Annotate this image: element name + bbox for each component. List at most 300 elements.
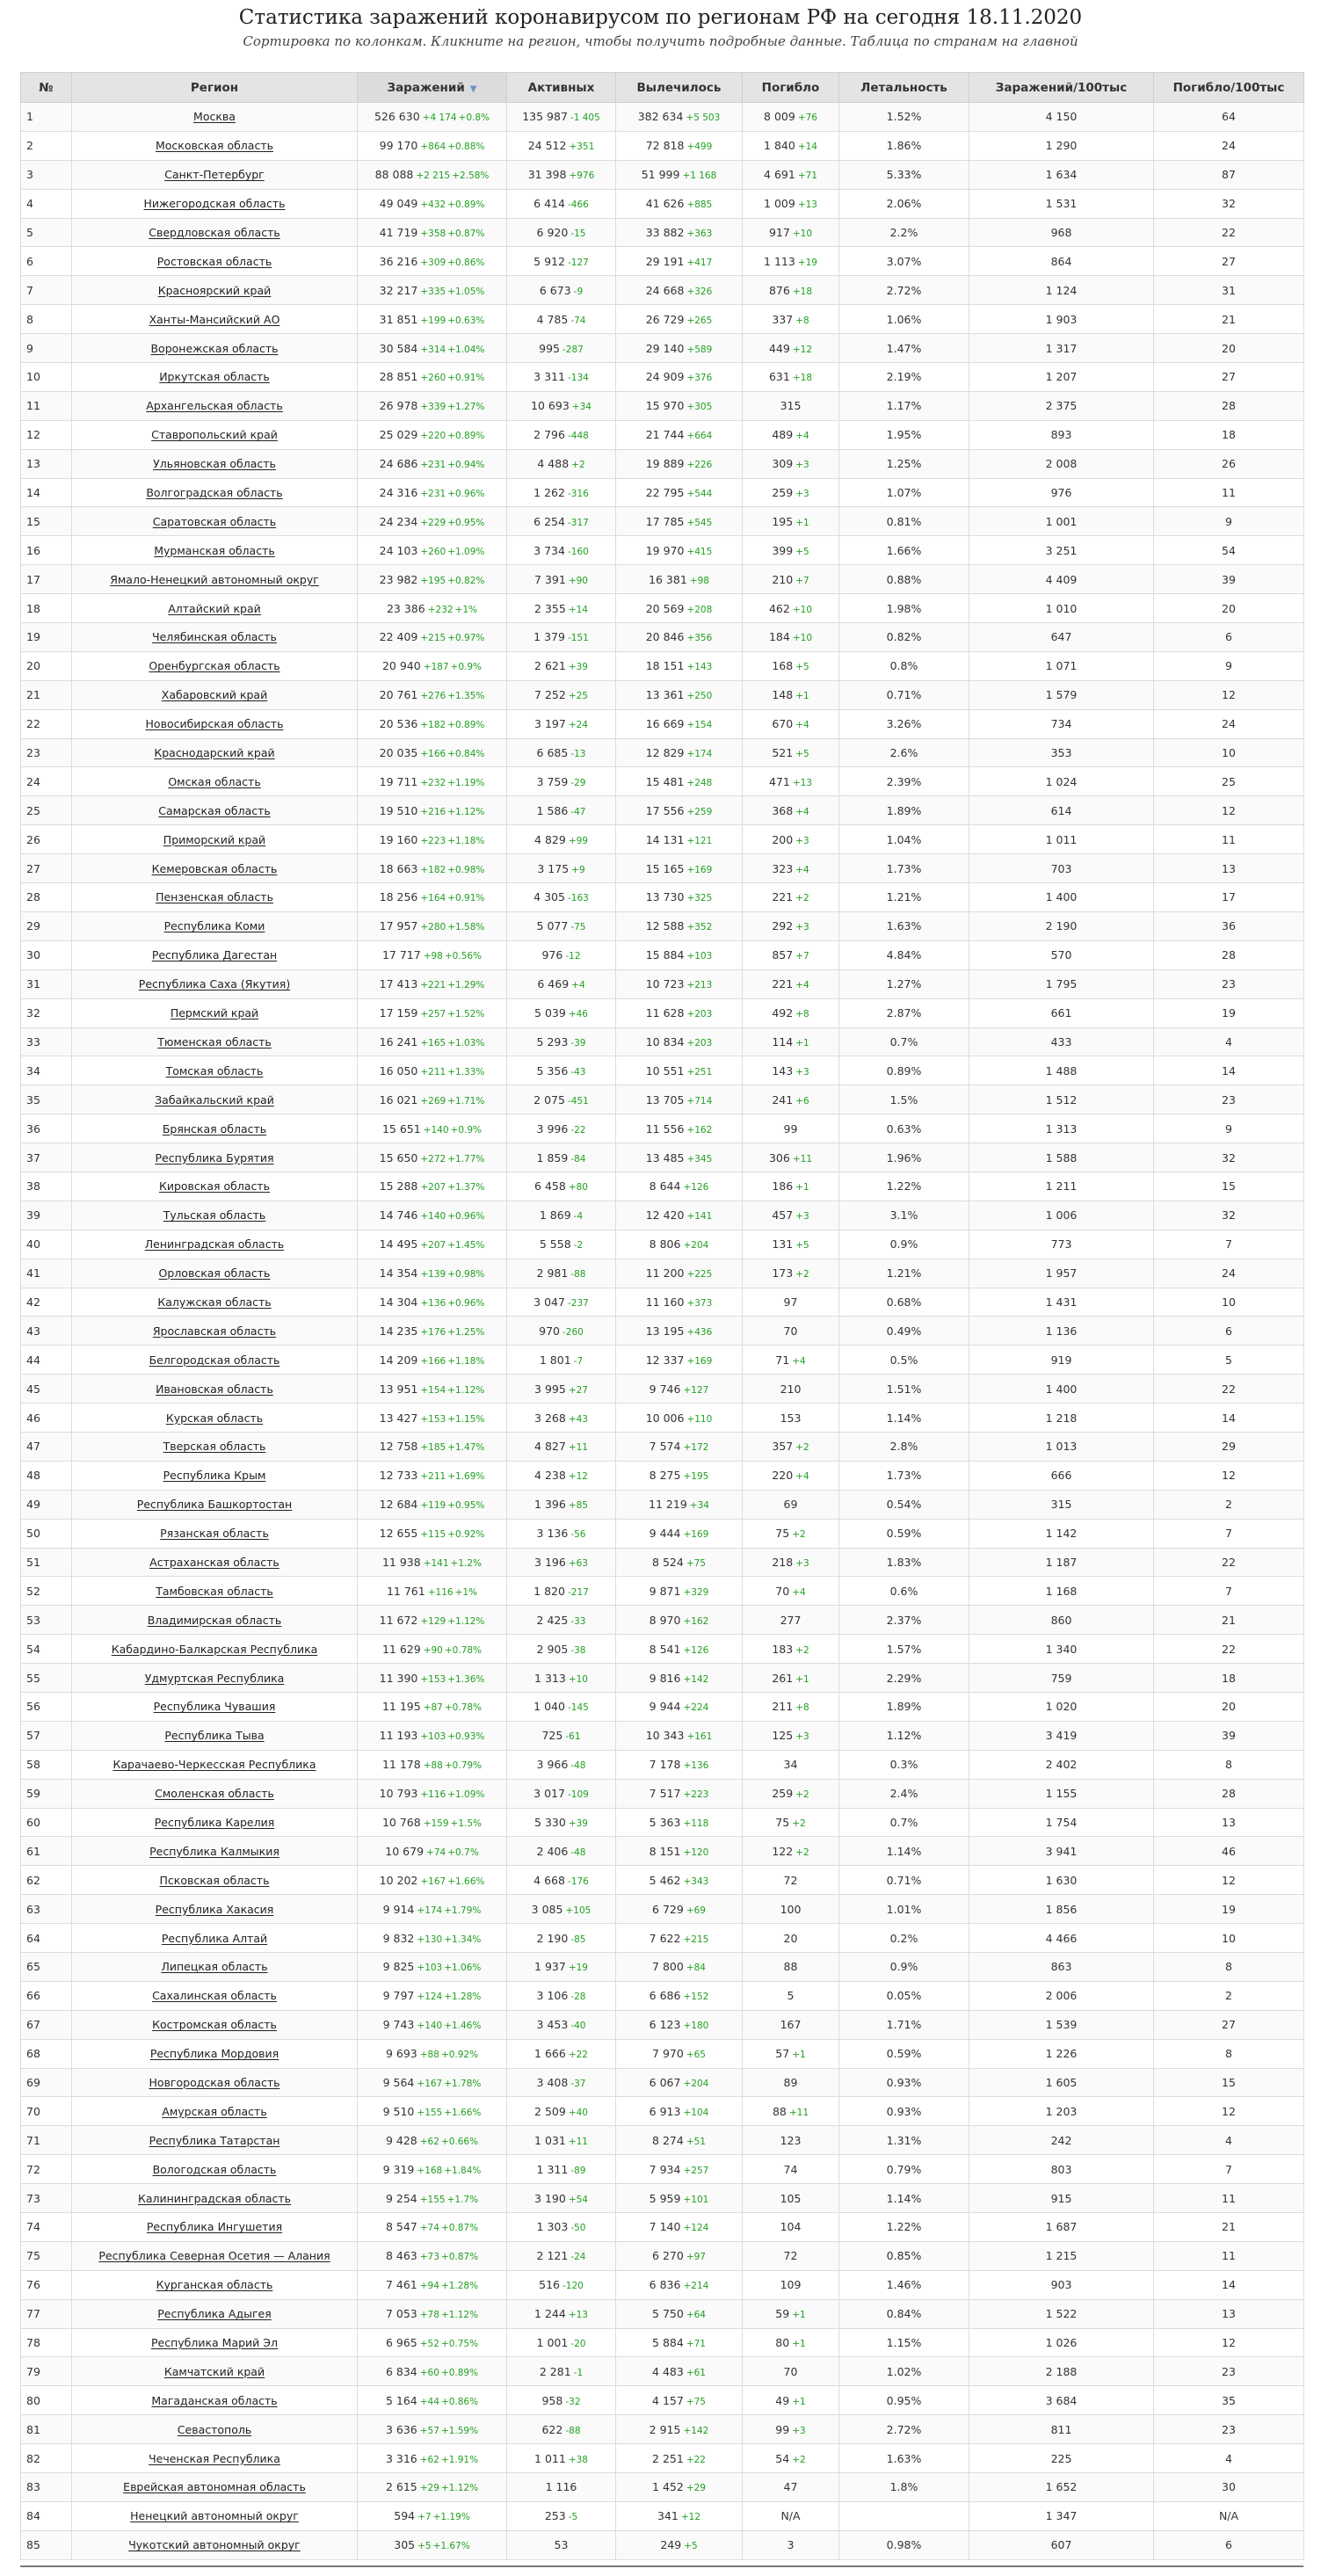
recovered-delta: +34: [689, 1500, 709, 1512]
infected-growth-percent: +0.92%: [440, 2050, 479, 2061]
region-link[interactable]: Челябинская область: [152, 630, 277, 644]
region-link[interactable]: Тюменская область: [157, 1034, 272, 1049]
table-row: [21, 1981, 1304, 2010]
region-link[interactable]: Республика Башкортостан: [136, 1498, 293, 1512]
region-link[interactable]: Брянская область: [162, 1121, 267, 1136]
active-delta: +11: [568, 1442, 588, 1454]
infected-growth-percent: +1.77%: [447, 1153, 485, 1165]
region-link[interactable]: Республика Чувашия: [153, 1700, 276, 1714]
active-cell: [507, 334, 616, 363]
region-link[interactable]: Вологодская область: [152, 2162, 277, 2176]
active-value: 1 031: [534, 2133, 566, 2147]
region-link[interactable]: Тульская область: [163, 1208, 266, 1223]
region-link[interactable]: Самарская область: [158, 803, 271, 817]
region-link[interactable]: Липецкая область: [161, 1960, 268, 1974]
infected-value: 18 256: [379, 890, 418, 904]
region-link[interactable]: Псковская область: [159, 1873, 270, 1887]
region-link[interactable]: Кировская область: [158, 1179, 271, 1194]
infected-growth-percent: +1.59%: [440, 2425, 479, 2436]
recovered-value: 16 669: [645, 717, 685, 731]
deaths-cell: [743, 2530, 839, 2559]
infected-growth-percent: +1.2%: [450, 1557, 483, 1569]
row-number: 55: [21, 1664, 72, 1693]
region-link[interactable]: Республика Карелия: [154, 1815, 275, 1829]
infected-cell: [358, 1866, 507, 1895]
table-row: [21, 1317, 1304, 1346]
deaths-per-100k-cell: 13: [1154, 2299, 1304, 2328]
recovered-value: 21 744: [645, 428, 685, 442]
region-link[interactable]: Кабардино-Балкарская Республика: [111, 1642, 318, 1656]
region-link[interactable]: Курская область: [165, 1411, 264, 1425]
region-link[interactable]: Ярославская область: [152, 1324, 277, 1338]
infected-per-100k-cell: 968: [969, 218, 1154, 247]
region-link[interactable]: Республика Алтай: [161, 1931, 268, 1945]
deaths-cell: [743, 1981, 839, 2010]
column-header-lethality[interactable]: Летальность: [839, 73, 969, 103]
active-cell: [507, 131, 616, 160]
region-link[interactable]: Архангельская область: [146, 399, 283, 413]
region-link[interactable]: Республика Крым: [163, 1469, 266, 1483]
region-link[interactable]: Приморский край: [163, 832, 266, 846]
region-link[interactable]: Республика Мордовия: [149, 2047, 279, 2061]
active-cell: [507, 680, 616, 709]
region-link[interactable]: Республика Хакасия: [155, 1902, 274, 1916]
region-link[interactable]: Рязанская область: [160, 1527, 269, 1541]
region-link[interactable]: Забайкальский край: [155, 1092, 274, 1107]
column-header-infected[interactable]: [358, 73, 507, 103]
region-link[interactable]: Калужская область: [157, 1295, 272, 1309]
region-cell: [72, 1230, 358, 1259]
infected-per-100k-cell: 1 588: [969, 1143, 1154, 1172]
region-link[interactable]: Волгоградская область: [146, 486, 283, 500]
deaths-per-100k-cell: 21: [1154, 2213, 1304, 2242]
deaths-delta: +4: [792, 1586, 806, 1598]
infected-growth-percent: +1.78%: [444, 2079, 482, 2089]
deaths-cell: [743, 1114, 839, 1143]
region-link[interactable]: Иркутская область: [159, 370, 270, 384]
region-link[interactable]: Белгородская область: [149, 1353, 280, 1367]
infected-cell: [358, 2010, 507, 2039]
infected-cell: [358, 1519, 507, 1548]
infected-value: 13 951: [379, 1382, 418, 1396]
region-link[interactable]: Костромская область: [152, 2018, 277, 2032]
deaths-per-100k-cell: 39: [1154, 565, 1304, 594]
region-link[interactable]: Кемеровская область: [151, 861, 278, 875]
infected-per-100k-cell: 666: [969, 1461, 1154, 1490]
active-delta: +19: [568, 1963, 588, 1974]
recovered-value: 11 219: [649, 1498, 687, 1512]
deaths-delta: +4: [795, 1471, 809, 1483]
infected-per-100k-cell: 1 001: [969, 507, 1154, 536]
table-row: [21, 1548, 1304, 1577]
recovered-cell: [616, 796, 743, 825]
infected-value: 12 655: [379, 1527, 418, 1541]
deaths-delta: +6: [795, 1095, 809, 1107]
region-link[interactable]: Новгородская область: [149, 2076, 280, 2089]
active-value: 1 313: [534, 1671, 566, 1685]
region-link[interactable]: Севастополь: [177, 2422, 252, 2436]
recovered-delta: +127: [683, 1384, 709, 1396]
recovered-value: 29 191: [645, 254, 685, 268]
region-link[interactable]: Смоленская область: [155, 1787, 274, 1801]
infected-value: 30 584: [379, 341, 418, 355]
region-link[interactable]: Карачаево-Черкесская Республика: [113, 1758, 316, 1772]
active-value: 2 355: [534, 601, 566, 615]
deaths-per-100k-cell: 10: [1154, 738, 1304, 767]
deaths-per-100k-cell: 23: [1154, 2415, 1304, 2444]
deaths-delta: +3: [795, 1557, 809, 1569]
recovered-delta: +343: [683, 1876, 709, 1887]
recovered-cell: [616, 1201, 743, 1230]
column-header-recovered[interactable]: Вылечилось: [616, 73, 743, 103]
recovered-delta: +69: [686, 1905, 706, 1916]
lethality-cell: 0.6%: [839, 1577, 969, 1606]
recovered-delta: +75: [686, 1557, 706, 1569]
active-cell: [507, 2241, 616, 2270]
region-link[interactable]: Республика Адыгея: [157, 2307, 272, 2321]
region-link[interactable]: Хабаровский край: [161, 688, 268, 702]
infected-per-100k-cell: 1 512: [969, 1085, 1154, 1114]
deaths-cell: [743, 1606, 839, 1635]
infected-growth-percent: +1.18%: [447, 835, 485, 846]
region-link[interactable]: Амурская область: [162, 2104, 267, 2118]
row-number: 21: [21, 680, 72, 709]
table-row: [21, 334, 1304, 363]
region-link[interactable]: Республика Калмыкия: [149, 1844, 279, 1858]
infected-per-100k-cell: 433: [969, 1027, 1154, 1056]
active-value: 4 488: [537, 457, 570, 471]
infected-per-100k-cell: 864: [969, 247, 1154, 276]
active-cell: [507, 1866, 616, 1895]
infected-cell: [358, 1635, 507, 1664]
recovered-cell: [616, 1346, 743, 1375]
region-link[interactable]: Тамбовская область: [156, 1584, 273, 1598]
deaths-per-100k-cell: 24: [1154, 131, 1304, 160]
infected-cell: [358, 1895, 507, 1924]
region-link[interactable]: Чеченская Республика: [149, 2451, 280, 2465]
region-link[interactable]: Республика Татарстан: [149, 2133, 280, 2147]
region-link[interactable]: Омская область: [168, 774, 261, 788]
deaths-per-100k-cell: 17: [1154, 883, 1304, 912]
region-link[interactable]: Мурманская область: [154, 543, 275, 557]
row-number: 59: [21, 1779, 72, 1808]
table-row: [21, 2039, 1304, 2068]
recovered-cell: [616, 1750, 743, 1779]
active-value: 31 398: [527, 168, 567, 182]
infected-per-100k-cell: 976: [969, 478, 1154, 507]
region-link[interactable]: Московская область: [156, 139, 273, 153]
region-link[interactable]: Алтайский край: [168, 601, 261, 615]
infected-cell: [358, 1143, 507, 1172]
region-link[interactable]: Республика Саха (Якутия): [138, 977, 291, 991]
deaths-delta: +5: [795, 662, 809, 673]
active-cell: [507, 2213, 616, 2242]
active-delta: -84: [570, 1153, 586, 1165]
deaths-value: 261: [772, 1671, 794, 1685]
row-number: 82: [21, 2444, 72, 2473]
region-link[interactable]: Москва: [193, 110, 236, 124]
row-number: 52: [21, 1577, 72, 1606]
region-link[interactable]: Томская область: [165, 1063, 264, 1078]
recovered-value: 19 889: [645, 457, 685, 471]
deaths-value: 105: [780, 2191, 802, 2205]
recovered-value: 7 800: [652, 1960, 684, 1974]
active-cell: [507, 738, 616, 767]
region-link[interactable]: Краснодарский край: [154, 746, 275, 760]
region-link[interactable]: Удмуртская Республика: [144, 1671, 285, 1685]
table-row: [21, 2501, 1304, 2530]
infected-delta: +62: [419, 2136, 439, 2147]
region-cell: [72, 1404, 358, 1433]
deaths-per-100k-cell: 25: [1154, 767, 1304, 796]
active-delta: -127: [567, 257, 589, 268]
region-link[interactable]: Астраханская область: [149, 1555, 279, 1569]
lethality-cell: 3.07%: [839, 247, 969, 276]
lethality-cell: 2.4%: [839, 1779, 969, 1808]
active-delta: -134: [567, 373, 589, 384]
deaths-delta: +2: [795, 1847, 809, 1858]
active-delta: +14: [568, 604, 588, 615]
recovered-value: 5 363: [649, 1815, 681, 1829]
column-header-deaths-per-100k[interactable]: Погибло/100тыс: [1154, 73, 1304, 103]
region-link[interactable]: Саратовская область: [152, 514, 277, 528]
region-link[interactable]: Калининградская область: [137, 2191, 292, 2205]
region-link[interactable]: Республика Бурятия: [155, 1150, 274, 1165]
infected-value: 9 825: [382, 1960, 415, 1974]
column-header-region[interactable]: Регион: [72, 73, 358, 103]
row-number: 67: [21, 2010, 72, 2039]
active-delta: +39: [568, 662, 588, 673]
region-link[interactable]: Ставропольский край: [151, 428, 278, 442]
region-cell: [72, 507, 358, 536]
active-delta: -15: [570, 229, 586, 239]
deaths-per-100k-cell: 28: [1154, 940, 1304, 969]
region-link[interactable]: Курганская область: [156, 2278, 273, 2292]
deaths-per-100k-cell: 11: [1154, 2241, 1304, 2270]
region-link[interactable]: Ненецкий автономный округ: [130, 2509, 299, 2523]
recovered-delta: +352: [686, 922, 713, 933]
deaths-cell: [743, 1577, 839, 1606]
region-link[interactable]: Камчатский край: [163, 2364, 265, 2378]
lethality-cell: 2.87%: [839, 998, 969, 1027]
row-number: 70: [21, 2097, 72, 2126]
active-cell: [507, 594, 616, 623]
recovered-delta: +51: [686, 2136, 706, 2147]
deaths-per-100k-cell: 6: [1154, 623, 1304, 652]
recovered-delta: +110: [686, 1413, 713, 1425]
column-header-active[interactable]: Активных: [507, 73, 616, 103]
regions-table: [20, 72, 1304, 2560]
recovered-delta: +136: [683, 1760, 709, 1772]
active-delta: -39: [570, 1037, 586, 1049]
region-cell: [72, 449, 358, 478]
deaths-cell: [743, 218, 839, 247]
active-cell: [507, 1779, 616, 1808]
recovered-cell: [616, 507, 743, 536]
infected-delta: +116: [420, 1789, 446, 1801]
infected-growth-percent: +0.9%: [450, 1124, 483, 1136]
infected-per-100k-cell: 1 024: [969, 767, 1154, 796]
recovered-cell: [616, 2530, 743, 2559]
region-link[interactable]: Тверская область: [163, 1440, 266, 1454]
lethality-cell: 1.96%: [839, 1143, 969, 1172]
infected-per-100k-cell: 1 207: [969, 363, 1154, 392]
deaths-cell: [743, 2155, 839, 2184]
infected-delta: +44: [419, 2396, 439, 2407]
infected-value: 19 711: [379, 774, 418, 788]
region-link[interactable]: Республика Северная Осетия — Алания: [98, 2249, 330, 2263]
infected-growth-percent: +0.63%: [447, 315, 485, 326]
active-delta: -176: [567, 1876, 589, 1887]
infected-delta: +185: [420, 1442, 446, 1454]
column-header-deaths[interactable]: Погибло: [743, 73, 839, 103]
infected-value: 9 693: [385, 2047, 417, 2061]
region-link[interactable]: Ивановская область: [156, 1382, 273, 1396]
infected-cell: [358, 1692, 507, 1721]
table-row: [21, 854, 1304, 883]
deaths-delta: +3: [795, 1731, 809, 1743]
region-link[interactable]: Ульяновская область: [153, 457, 276, 471]
infected-value: 41 719: [379, 226, 418, 239]
active-cell: [507, 391, 616, 420]
region-link[interactable]: Новосибирская область: [145, 717, 284, 731]
deaths-cell: [743, 1143, 839, 1172]
table-row: [21, 998, 1304, 1027]
region-link[interactable]: Республика Марий Эл: [151, 2336, 278, 2350]
active-cell: [507, 1346, 616, 1375]
table-row: [21, 1606, 1304, 1635]
row-number: 69: [21, 2068, 72, 2097]
region-link[interactable]: Республика Дагестан: [151, 948, 278, 962]
region-link[interactable]: Еврейская автономная область: [123, 2480, 306, 2494]
deaths-value: 3: [787, 2538, 795, 2552]
infected-cell: [358, 2299, 507, 2328]
active-cell: [507, 1548, 616, 1577]
region-link[interactable]: Ханты-Мансийский АО: [149, 312, 280, 326]
active-delta: +80: [568, 1182, 588, 1194]
active-delta: -151: [567, 633, 589, 644]
table-row: [21, 2386, 1304, 2415]
region-cell: [72, 276, 358, 305]
infected-per-100k-cell: 863: [969, 1953, 1154, 1982]
column-header-number[interactable]: №: [21, 73, 72, 103]
active-cell: [507, 507, 616, 536]
active-delta: -56: [570, 1529, 586, 1541]
region-link[interactable]: Ростовская область: [156, 254, 272, 268]
region-link[interactable]: Свердловская область: [149, 226, 280, 239]
column-header-infected-per-100k[interactable]: Заражений/100тыс: [969, 73, 1154, 103]
deaths-delta: +5: [795, 749, 809, 760]
recovered-cell: [616, 1664, 743, 1693]
active-value: 1 262: [533, 486, 565, 500]
active-cell: [507, 1895, 616, 1924]
region-link[interactable]: Красноярский край: [157, 283, 272, 297]
table-row: [21, 1201, 1304, 1230]
active-delta: -466: [567, 200, 589, 211]
row-number: 19: [21, 623, 72, 652]
active-delta: +27: [568, 1384, 588, 1396]
infected-growth-percent: +0.92%: [447, 1529, 485, 1541]
recovered-cell: [616, 1692, 743, 1721]
deaths-per-100k-cell: 7: [1154, 1230, 1304, 1259]
active-value: 3 408: [536, 2076, 569, 2089]
deaths-delta: +4: [795, 980, 809, 991]
infected-value: 9 254: [385, 2191, 417, 2205]
infected-cell: [358, 651, 507, 680]
region-link[interactable]: Магаданская область: [151, 2393, 278, 2407]
region-link[interactable]: Сахалинская область: [152, 1989, 277, 2003]
active-value: 3 136: [536, 1527, 569, 1541]
infected-delta: +260: [420, 373, 446, 384]
infected-value: 15 651: [381, 1121, 421, 1136]
deaths-cell: [743, 1635, 839, 1664]
region-link[interactable]: Пензенская область: [156, 890, 273, 904]
active-cell: [507, 1808, 616, 1837]
recovered-delta: +75: [686, 2396, 706, 2407]
region-link[interactable]: Ямало-Ненецкий автономный округ: [110, 572, 319, 586]
recovered-cell: [616, 1172, 743, 1201]
recovered-cell: [616, 1981, 743, 2010]
deaths-per-100k-cell: 12: [1154, 2097, 1304, 2126]
infected-delta: +52: [419, 2339, 439, 2350]
region-link[interactable]: Нижегородская область: [143, 197, 286, 211]
recovered-delta: +154: [686, 720, 713, 731]
region-link[interactable]: Воронежская область: [150, 341, 279, 355]
region-link[interactable]: Оренбургская область: [149, 659, 280, 673]
infected-value: 32 217: [379, 283, 418, 297]
active-value: 53: [554, 2538, 569, 2552]
region-link[interactable]: Чукотский автономный округ: [128, 2538, 301, 2552]
region-link[interactable]: Республика Ингушетия: [146, 2220, 283, 2234]
region-link[interactable]: Владимирская область: [147, 1613, 282, 1627]
infected-cell: [358, 883, 507, 912]
recovered-cell: [616, 854, 743, 883]
region-cell: [72, 2386, 358, 2415]
page-subtitle: Сортировка по колонкам. Кликните на регион, чтобы получить подробные данные. Таблица по странам на главной: [243, 33, 1078, 49]
deaths-per-100k-cell: 24: [1154, 1259, 1304, 1288]
recovered-delta: +152: [683, 1992, 709, 2003]
region-link[interactable]: Республика Тыва: [164, 1729, 265, 1743]
recovered-delta: +305: [686, 402, 713, 413]
active-value: 253: [544, 2509, 566, 2523]
row-number: 4: [21, 189, 72, 218]
row-number: 29: [21, 911, 72, 940]
recovered-value: 7 622: [649, 1931, 681, 1945]
recovered-value: 11 628: [645, 1006, 685, 1020]
infected-per-100k-cell: 3 419: [969, 1721, 1154, 1750]
region-cell: [72, 883, 358, 912]
recovered-value: 18 151: [645, 659, 685, 673]
infected-cell: [358, 1808, 507, 1837]
deaths-value: 306: [768, 1150, 790, 1165]
active-cell: [507, 2444, 616, 2473]
region-link[interactable]: Орловская область: [158, 1266, 271, 1281]
deaths-per-100k-cell: 28: [1154, 1779, 1304, 1808]
active-cell: [507, 565, 616, 594]
active-value: 1 311: [536, 2162, 569, 2176]
deaths-value: 857: [772, 948, 794, 962]
region-link[interactable]: Пермский край: [170, 1006, 259, 1020]
lethality-cell: 1.21%: [839, 1259, 969, 1288]
infected-growth-percent: +1.36%: [447, 1673, 485, 1685]
infected-per-100k-cell: 3 941: [969, 1837, 1154, 1866]
region-link[interactable]: Санкт-Петербург: [164, 168, 265, 182]
region-link[interactable]: Ленинградская область: [144, 1237, 285, 1252]
region-link[interactable]: Республика Коми: [163, 919, 265, 933]
recovered-delta: +97: [686, 2252, 706, 2263]
infected-cell: [358, 2241, 507, 2270]
table-row: [21, 623, 1304, 652]
